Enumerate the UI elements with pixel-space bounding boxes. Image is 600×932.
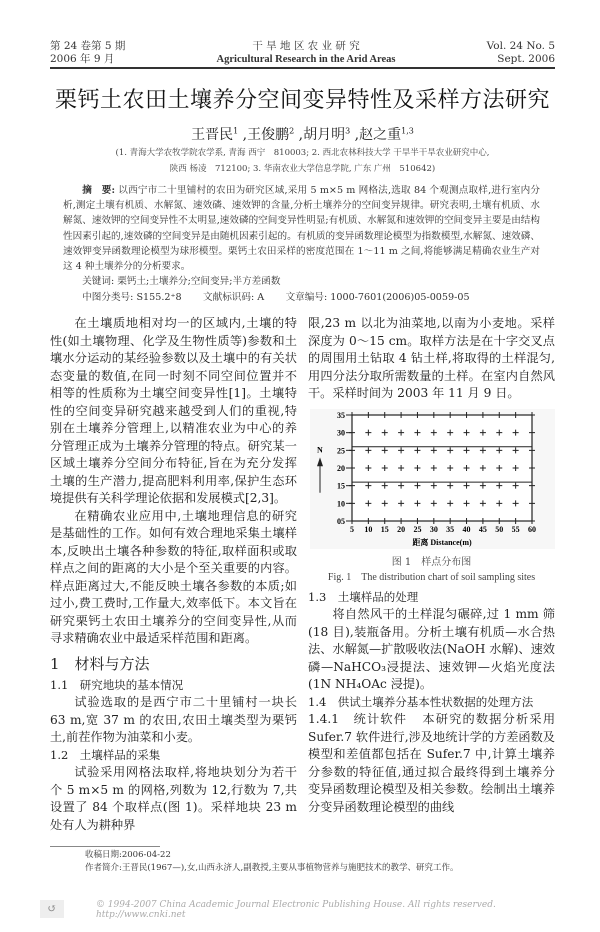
affiliation-line: (1. 青海大学农牧学院农学系, 青海 西宁 810003; 2. 西北农林科技大学 干旱半干旱农业研究中心, [115, 147, 490, 158]
section-heading: 1 材料与方法 [50, 654, 150, 673]
x-tick-label: 45 [478, 524, 487, 534]
x-tick-label: 40 [462, 524, 471, 534]
abstract-body: 摘 要: 以西宁市二十里铺村的农田为研究区域,采用 5 m×5 m 网格法,选取 84 个观测点取样,进行室内分析,测定土壤有机质、水解氮、速效磷、速效钾的含量,分析土壤养分的空间变异规律。研究表明,土壤有机质、水解氮、速效钾的空间变异性不太明显,速效磷的空间变异性明显;有机质、水解氮和速效钾的空间变异主要是由结构性因素引起的,速效磷的空间变异是由随机因素引起的。有机质的变异函数理论模型为指数模型,水解氮、速效磷、速效钾变异函数理论模型为球形模型。栗钙土农田采样的密度范围在 1～11 m 之间,将能够满足精确农业生产对这 4 种土壤养分的分析要求。 [63, 184, 540, 273]
x-tick-label: 10 [364, 524, 373, 534]
body-paragraph: 试验采用网格法取样,将地块划分为若干个 5 m×5 m 的网格,列数为 12,行数为 7,共设置了 84 个取样点(图 1)。采样地块 23 m 处有人为耕种界 [50, 765, 297, 832]
copyright-notice: © 1994-2007 China Academic Journal Electronic Publishing House. All rights reserved. http://www.cnki.net [95, 900, 505, 921]
left-column [50, 315, 297, 834]
y-tick-label: 15 [337, 481, 345, 491]
classification-info: 中图分类号: S155.2⁺8 文献标识码: A 文章编号: 1000-7601(2006)05-0059-05 [82, 291, 470, 303]
journal-name-en: Agricultural Research in the Arid Areas [216, 54, 396, 65]
y-tick-label: 25 [337, 445, 345, 455]
subsection-heading: 1.1 研究地块的基本情况 [50, 677, 184, 692]
x-tick-label: 20 [397, 524, 406, 534]
y-tick-label: 20 [337, 463, 345, 473]
copyright-bar [40, 897, 555, 920]
body-paragraph: 试验选取的是西宁市二十里铺村一块长 63 m,宽 37 m 的农田,农田土壤类型为栗钙土,前茬作物为油菜和小麦。 [50, 695, 297, 745]
author: ,胡月明$^3$ [298, 126, 351, 143]
x-tick-label: 5 [350, 524, 354, 534]
figure-1 [310, 409, 555, 549]
y-tick-label: 05 [337, 516, 345, 526]
sampling-site-chart [310, 409, 555, 549]
journal-name-cn: 干 旱 地 区 农 业 研 究 [252, 40, 360, 52]
y-tick-label: 35 [337, 410, 345, 420]
north-label: N [317, 444, 323, 454]
body-columns [50, 315, 555, 834]
x-axis-label: 距离 Distance(m) [412, 537, 472, 547]
received-date: 收稿日期:2006-04-22 [85, 850, 171, 861]
running-header [50, 40, 555, 69]
body-paragraph: 1.4.1 统计软件 本研究的数据分析采用 Sufer.7 软件进行,涉及地统计学的方差函数及模型和差值都包括在 Sufer.7 中,计算土壤养分参数的特征值,通过拟合最终得到土壤养分变异函数理论模型及相关参数。绘制出土壤养分变异函数理论模型的曲线 [308, 712, 556, 814]
x-tick-label: 25 [413, 524, 422, 534]
y-tick-label: 30 [337, 428, 345, 438]
north-arrow-head-icon [317, 457, 323, 466]
author-list [50, 121, 555, 145]
plot-frame [352, 415, 532, 521]
cnki-logo-icon: ↺ [40, 900, 64, 918]
intro-paragraph: 在精确农业应用中,土壤地理信息的研究是基础性的工作。如何有效合理地采集土壤样本,反映出土壤各种参数的特征,取样面积或取样点之间的距离的大小是个至关重要的内容。样点距离过大,不能反映土壤各参数的本质;如过小,费工费时,工作量大,效率低下。本文旨在研究栗钙土农田土壤养分的空间变异性,从而寻求精确农业中最适采样范围和距离。 [50, 508, 297, 646]
date-cn: 2006 年 9 月 [50, 53, 115, 65]
x-tick-label: 35 [446, 524, 455, 534]
journal-issue [50, 40, 125, 66]
author: ,王俊鹏$^2$ [242, 126, 295, 143]
intro-paragraph: 在土壤质地相对均一的区域内,土壤的特性(如土壤物理、化学及生物性质等)参数和土壤水分运动的某经验参数以及土壤中的有关状态变量的数值,在同一时刻不同空间位置并不相等的性质称为土壤空间变异性[1]。土壤特性的空间变异研究越来越受到人们的重视,特别在土壤养分管理上,以精准农业为中心的养分管理正成为土壤养分管理的特点。研究某一区域土壤养分空间分布特征,旨在为充分发挥土壤的生产潜力,提高肥料利用率,保护生态环境提供有关科学理论依据和发展模式[2,3]。 [50, 316, 297, 506]
volume-issue-en: Vol. 24 No. 5 [486, 40, 555, 52]
figure-caption-cn: 图 1 样点分布图 [391, 556, 472, 568]
subsection-heading: 1.4 供试土壤养分基本性状数据的处理方法 [308, 694, 534, 709]
author-bio: 作者简介:王晋民(1967—),女,山西永济人,副教授,主要从事植物营养与施肥技术的教学、研究工作。 [85, 863, 459, 874]
author: ,赵之重$^{1,3}$ [354, 126, 414, 143]
figure-caption-en: Fig. 1 The distribution chart of soil sampling sites [327, 571, 536, 583]
subsection-heading: 1.3 土壤样品的处理 [308, 589, 419, 604]
x-tick-label: 30 [429, 524, 438, 534]
right-column [308, 315, 555, 834]
keywords: 关键词: 栗钙土;土壤养分;空间变异;半方差函数 [82, 276, 281, 288]
body-paragraph: 限,23 m 以北为油菜地,以南为小麦地。采样深度为 0～15 cm。取样方法是在十字交叉点的周围用土钻取 4 钻土样,将取得的土样混匀,用四分法分取所需数量的土样。在室内自然风干。采样时间为 2003 年 11 月 9 日。 [308, 316, 555, 401]
footnote-rule [50, 846, 160, 847]
journal-name [217, 40, 396, 66]
x-tick-label: 50 [495, 524, 504, 534]
volume-issue-cn: 第 24 卷第 5 期 [50, 40, 126, 52]
x-tick-label: 55 [511, 524, 520, 534]
subsection-heading: 1.2 土壤样品的采集 [50, 747, 161, 762]
paper-title: 栗钙土农田土壤养分空间变异特性及采样方法研究 [54, 88, 550, 113]
x-tick-label: 60 [528, 524, 536, 534]
y-tick-label: 10 [337, 498, 345, 508]
x-tick-label: 15 [380, 524, 389, 534]
body-paragraph: 将自然风干的土样混匀碾碎,过 1 mm 筛(18 目),装瓶备用。分析土壤有机质—水合热法、水解氮—扩散吸收法(NaOH 水解)、速效磷—NaHCO₃浸提法、速效钾—火焰光度法(1N NH₄OAc 浸提)。 [308, 607, 555, 692]
author: 王晋民$^1$ [191, 126, 239, 143]
affiliation-line: 陕西 杨凌 712100; 3. 华南农业大学信息学院, 广东 广州 510642) [169, 163, 436, 174]
abstract [63, 183, 540, 305]
journal-volume-en [487, 40, 555, 66]
date-en: Sept. 2006 [497, 53, 555, 65]
